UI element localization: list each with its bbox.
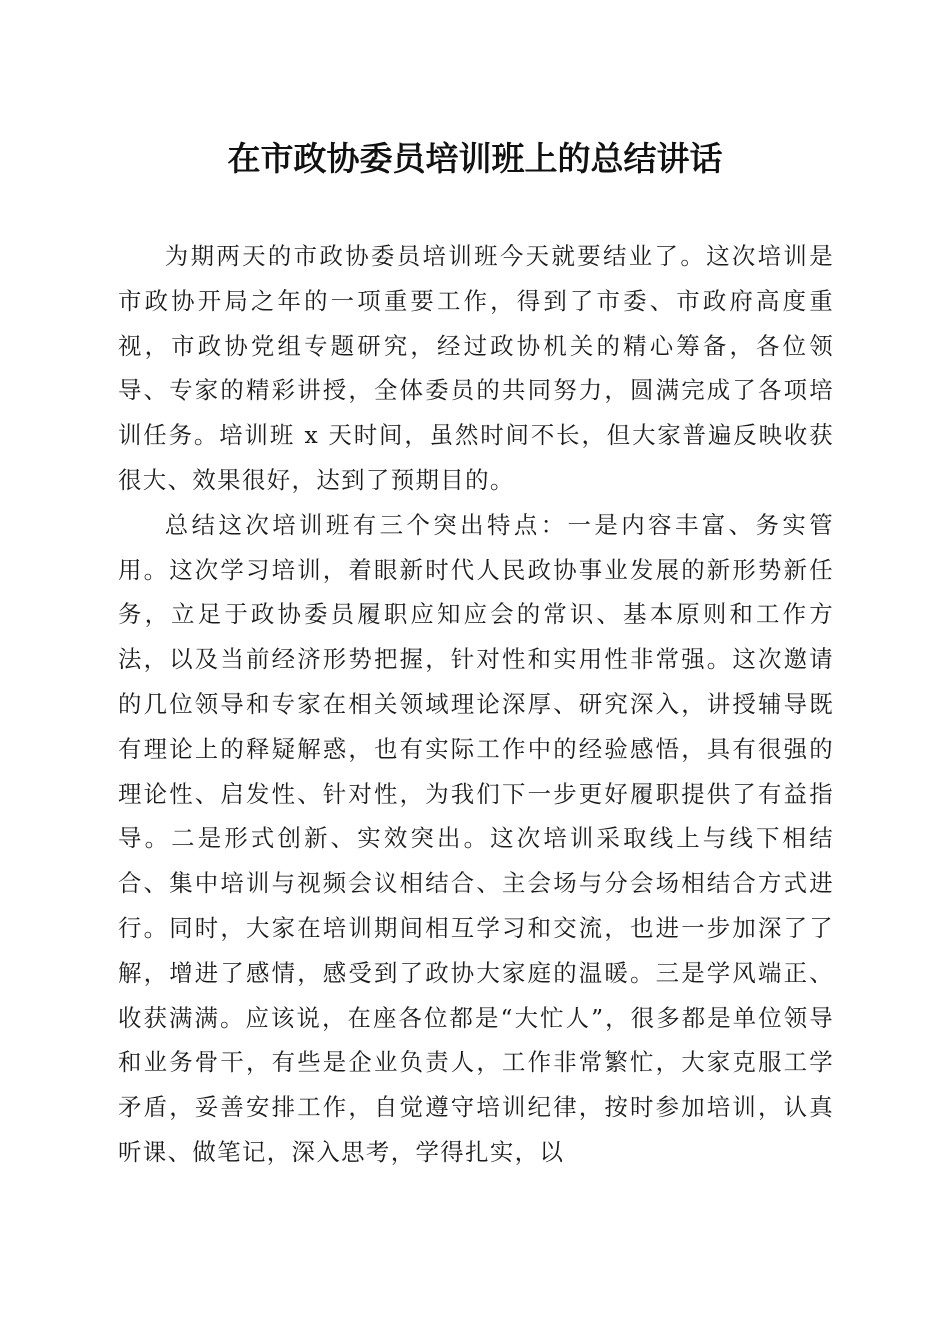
document-body: [118, 234, 834, 1175]
paragraph: 总结这次培训班有三个突出特点：一是内容丰富、务实管用。这次学习培训，着眼新时代人民政协事业发展的新形势新任务，立足于政协委员履职应知应会的常识、基本原则和工作方法，以及当前经济形势把握，针对性和实用性非常强。这次邀请的几位领导和专家在相关领域理论深厚、研究深入，讲授辅导既有理论上的释疑解惑，也有实际工作中的经验感悟，具有很强的理论性、启发性、针对性，为我们下一步更好履职提供了有益指导。二是形式创新、实效突出。这次培训采取线上与线下相结合、集中培训与视频会议相结合、主会场与分会场相结合方式进行。同时，大家在培训期间相互学习和交流，也进一步加深了了解，增进了感情，感受到了政协大家庭的温暖。三是学风端正、收获满满。应该说，在座各位都是“大忙人”，很多都是单位领导和业务骨干，有些是企业负责人，工作非常繁忙，大家克服工学矛盾，妥善安排工作，自觉遵守培训纪律，按时参加培训，认真听课、做笔记，深入思考，学得扎实，以: [118, 510, 834, 1166]
paragraph: 为期两天的市政协委员培训班今天就要结业了。这次培训是市政协开局之年的一项重要工作，得到了市委、市政府高度重视，市政协党组专题研究，经过政协机关的精心筹备，各位领导、专家的精彩讲授，全体委员的共同努力，圆满完成了各项培训任务。培训班 x 天时间，虽然时间不长，但大家普遍反映收获很大、效果很好，达到了预期目的。: [118, 242, 834, 494]
document-title: 在市政协委员培训班上的总结讲话: [227, 139, 723, 178]
